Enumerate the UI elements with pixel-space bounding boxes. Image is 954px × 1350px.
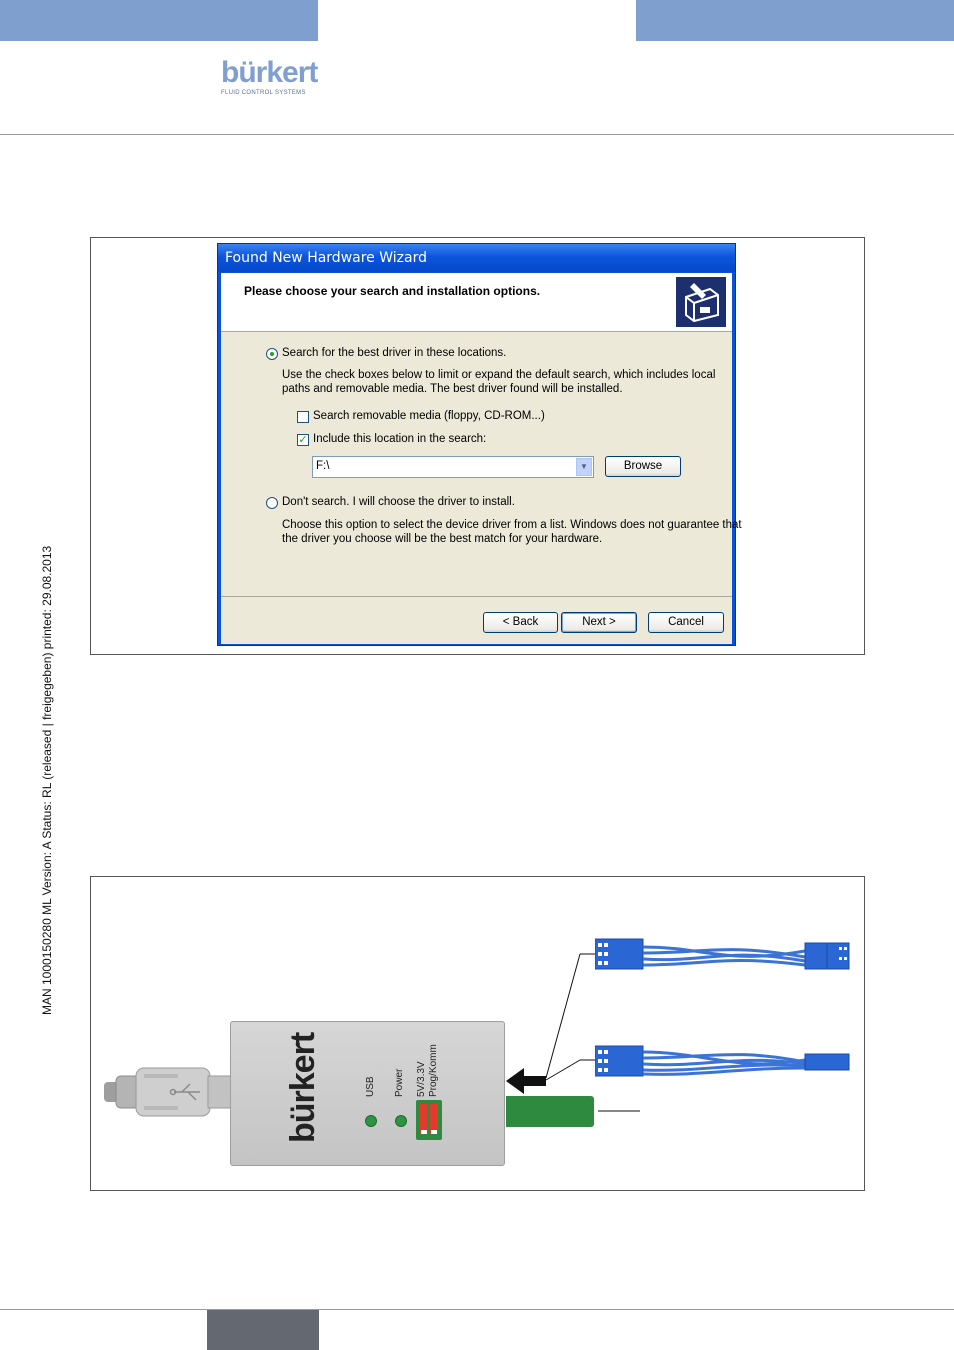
location-value: F:\: [316, 460, 330, 472]
dip-switch-icon: [416, 1100, 442, 1140]
checkbox-include-location[interactable]: [297, 434, 309, 446]
radio-manual[interactable]: [266, 497, 278, 509]
power-led-icon: [395, 1115, 407, 1127]
cable-pointer-lines: [540, 950, 650, 1120]
option-manual-label: Don't search. I will choose the driver to install.: [282, 496, 515, 508]
check-include-label: Include this location in the search:: [313, 433, 487, 445]
found-new-hardware-wizard: [217, 243, 742, 646]
option-search-label: Search for the best driver in these locations.: [282, 347, 507, 359]
device-logo: bürkert: [284, 1032, 322, 1143]
option-manual-desc-2: the driver you choose will be the best match for your hardware.: [282, 533, 603, 545]
wizard-title: Found New Hardware Wizard: [218, 244, 735, 272]
switch-label-1: 5V/3.3V: [416, 1061, 427, 1097]
header-bar-right: [636, 0, 954, 41]
hardware-icon: [676, 277, 726, 327]
logo-tagline: FLUID CONTROL SYSTEMS: [221, 90, 306, 96]
wizard-heading: Please choose your search and installation options.: [244, 284, 541, 298]
usb-led-icon: [365, 1115, 377, 1127]
footer-page-box: [207, 1310, 319, 1350]
footer-rule: [0, 1309, 954, 1310]
brand-logo: [221, 58, 321, 96]
document-side-note: MAN 1000150280 ML Version: A Status: RL (released | freigegeben) printed: 29.08.2013: [40, 545, 54, 1015]
switch-label-2: Prog/Komm: [428, 1044, 439, 1097]
option-search-desc-2: paths and removable media. The best driver found will be installed.: [282, 383, 623, 395]
blue-cable-top: [595, 935, 851, 975]
check-removable-label: Search removable media (floppy, CD-ROM...): [313, 410, 545, 422]
header-bar-left: [0, 0, 318, 41]
blue-cable-bottom: [595, 1042, 851, 1082]
location-combobox[interactable]: [312, 456, 594, 478]
wizard-body: [221, 332, 742, 644]
chevron-down-icon[interactable]: ▼: [576, 458, 592, 476]
option-search-desc-1: Use the check boxes below to limit or expand the default search, which includes local: [282, 369, 716, 381]
wizard-header: [221, 273, 732, 332]
usb-plug-graphic: [104, 1064, 232, 1120]
checkbox-removable-media[interactable]: [297, 411, 309, 423]
logo-word: bürkert: [221, 56, 318, 89]
usb-label: USB: [365, 1076, 376, 1097]
browse-button[interactable]: Browse: [605, 456, 681, 477]
back-button[interactable]: < Back: [483, 612, 558, 633]
radio-search[interactable]: [266, 348, 278, 360]
header-rule: [0, 134, 954, 135]
check-mark-icon: ✓: [298, 434, 308, 446]
wizard-footer-separator: [221, 596, 732, 597]
option-manual-desc-1: Choose this option to select the device driver from a list. Windows does not guarantee that: [282, 519, 742, 531]
power-label: Power: [394, 1068, 405, 1097]
cancel-button[interactable]: Cancel: [648, 612, 724, 633]
next-button[interactable]: Next >: [561, 612, 637, 633]
